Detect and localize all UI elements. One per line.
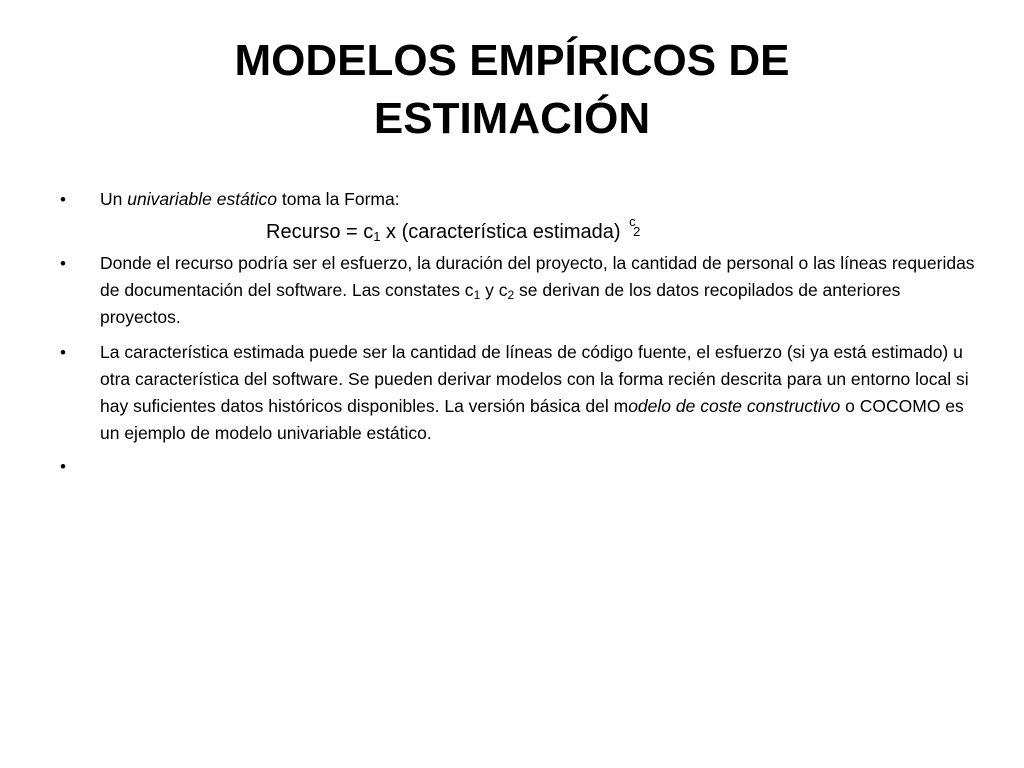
bullet-dot: • (60, 343, 66, 362)
bullet-dot: • (60, 457, 66, 476)
bullet-2-part-1: Donde el recurso podría ser el esfuerzo, la duración del proyecto, la cantidad de personal o las líneas requeridas de documentación del software. Las constates c (100, 253, 975, 300)
bullet-2-sub-1: 1 (473, 288, 481, 302)
formula-lhs: Recurso = c (266, 221, 374, 243)
formula-exp-c: c (629, 214, 636, 229)
formula (266, 214, 976, 246)
slide-title (100, 32, 924, 148)
title-line-1: MODELOS EMPÍRICOS DE (234, 36, 790, 85)
bullet-1-emphasis: univariable estático (127, 189, 278, 209)
bullet-2-part-3: se derivan de los datos recopilados de anteriores proyectos. (100, 280, 901, 327)
bullet-dot: • (60, 254, 66, 273)
formula-exp-sub: 2 (633, 224, 641, 239)
slide-body (56, 186, 976, 480)
formula-middle: x (característica estimada) (380, 221, 627, 243)
bullet-dot: • (60, 190, 66, 209)
bullet-3-part-1: La característica estimada puede ser la cantidad de líneas de código fuente, el esfuerzo (si ya está estimado) u otra característica del software. Se pueden derivar modelos con la forma recién descrita para un entorno local si hay suficientes datos históricos disponibles. La versión básica del m (100, 342, 969, 416)
bullet-1-prefix: Un (100, 189, 128, 209)
bullet-item-univariable (56, 186, 976, 213)
bullet-3-emphasis: odelo de coste constructivo (628, 396, 841, 416)
bullet-item-caracteristica (56, 339, 976, 447)
bullet-2-sub-2: 2 (507, 288, 515, 302)
bullet-item-empty (56, 453, 976, 480)
bullet-2-part-2: y c (480, 280, 508, 300)
bullet-3-part-2: o COCOMO es un ejemplo de modelo univariable estático. (100, 396, 964, 443)
bullet-1-suffix: toma la Forma: (277, 189, 400, 209)
formula-exponent (629, 214, 641, 239)
formula-sub-1: 1 (373, 229, 381, 244)
title-line-2: ESTIMACIÓN (373, 94, 651, 143)
bullet-item-recurso (56, 250, 976, 331)
